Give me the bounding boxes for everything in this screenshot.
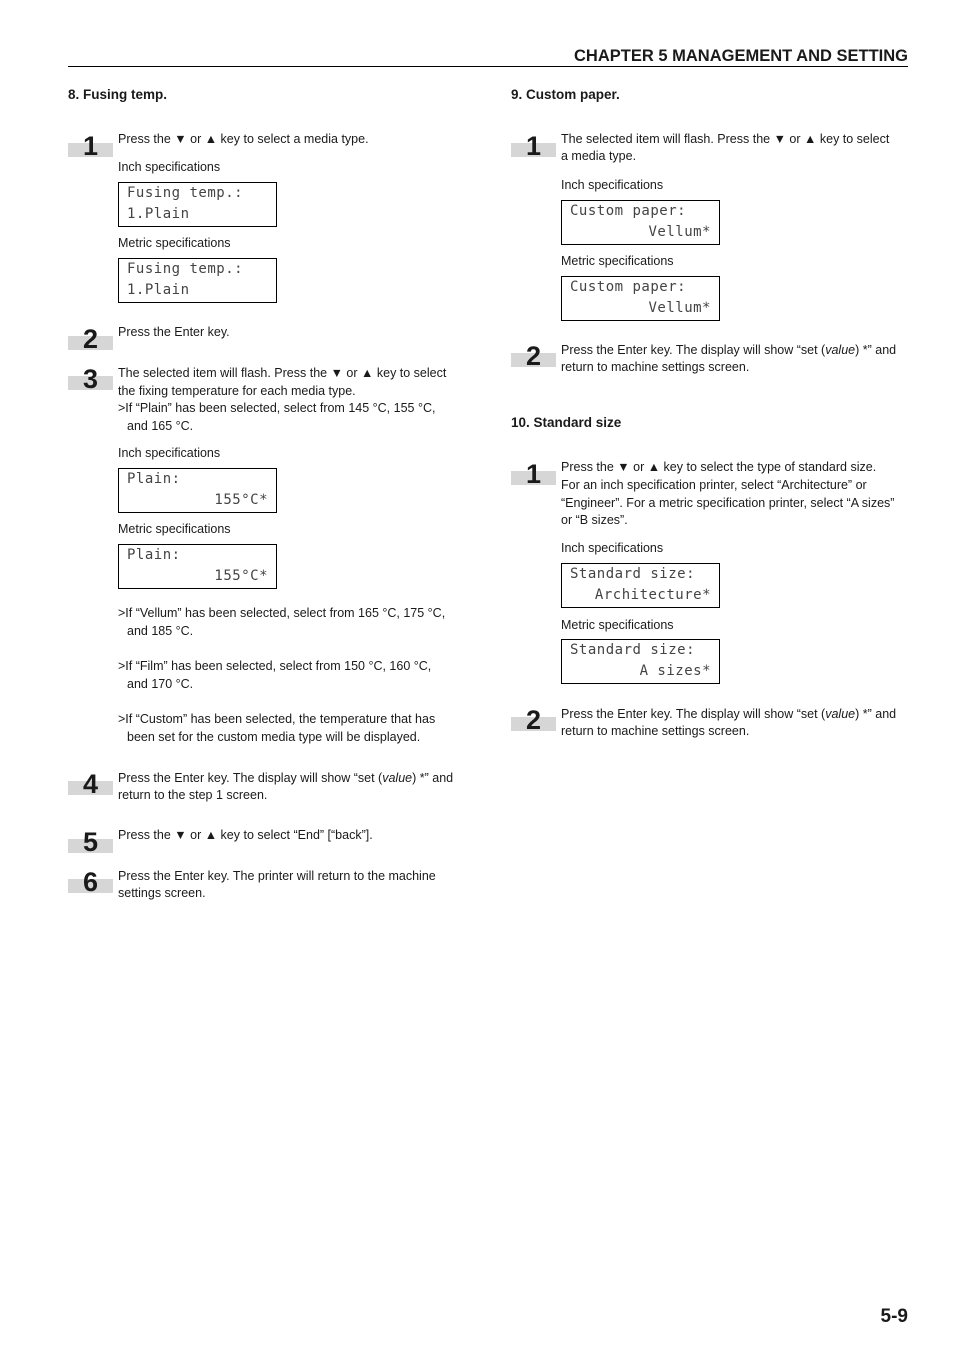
inch-spec-label: Inch specifications — [118, 446, 221, 460]
note-text: been set for the custom media type will be displayed. — [127, 730, 421, 744]
chapter-header: CHAPTER 5 MANAGEMENT AND SETTING — [574, 47, 908, 65]
step-text: For an inch specification printer, select “Architecture” or — [561, 478, 867, 492]
header-rule — [68, 66, 908, 67]
step-number: 2 — [525, 705, 542, 735]
step-text: the fixing temperature for each media type. — [118, 384, 356, 398]
lcd-display — [118, 182, 277, 227]
step-text: Press the Enter key. The display will show “set (value) *” and — [561, 343, 897, 357]
lcd-line2: Vellum* — [648, 300, 711, 316]
step-text: Press the Enter key. The display will show “set (value) *” and — [561, 707, 897, 721]
page-number: 5-9 — [880, 1306, 908, 1327]
metric-spec-label: Metric specifications — [561, 618, 674, 632]
note-text: >If “Film” has been selected, select from 150 °C, 160 °C, — [118, 659, 432, 673]
lcd-display — [561, 639, 720, 684]
note-text: and 170 °C. — [127, 677, 194, 691]
step-text: Press the Enter key. — [118, 325, 230, 339]
lcd-line2: 155°C* — [214, 568, 268, 584]
inch-spec-label: Inch specifications — [561, 178, 664, 192]
step-text: return to machine settings screen. — [561, 724, 750, 738]
lcd-line1: Fusing temp.: — [127, 261, 244, 277]
step-number: 6 — [82, 867, 99, 897]
step-text: Press the ▼ or ▲ key to select a media type. — [118, 132, 369, 146]
lcd-line1: Standard size: — [570, 566, 696, 582]
lcd-line2: Vellum* — [648, 224, 711, 240]
lcd-line2: 1.Plain — [127, 206, 190, 222]
note-text: >If “Vellum” has been selected, select from 165 °C, 175 °C, — [118, 606, 446, 620]
note-text: and 185 °C. — [127, 624, 194, 638]
lcd-line1: Standard size: — [570, 642, 696, 658]
lcd-line2: 155°C* — [214, 492, 268, 508]
lcd-display — [118, 468, 277, 513]
step-number: 5 — [82, 827, 99, 857]
lcd-display — [561, 276, 720, 321]
note-text: and 165 °C. — [127, 419, 194, 433]
lcd-line1: Custom paper: — [570, 279, 687, 295]
inch-spec-label: Inch specifications — [561, 541, 664, 555]
step-text: Press the ▼ or ▲ key to select “End” [“back”]. — [118, 828, 373, 842]
step-text: The selected item will flash. Press the ▼ or ▲ key to select — [118, 366, 447, 380]
step-number: 1 — [525, 459, 542, 489]
lcd-display — [561, 563, 720, 608]
lcd-line2: 1.Plain — [127, 282, 190, 298]
lcd-line2: Architecture* — [594, 587, 711, 603]
step-text: Press the Enter key. The display will show “set (value) *” and — [118, 771, 454, 785]
step-text: return to machine settings screen. — [561, 360, 750, 374]
metric-spec-label: Metric specifications — [118, 236, 231, 250]
step-number: 3 — [82, 364, 99, 394]
step-number: 1 — [525, 131, 542, 161]
lcd-line1: Custom paper: — [570, 203, 687, 219]
inch-spec-label: Inch specifications — [118, 160, 221, 174]
lcd-line1: Plain: — [127, 471, 181, 487]
note-text: >If “Plain” has been selected, select from 145 °C, 155 °C, — [118, 401, 436, 415]
step-number: 2 — [82, 324, 99, 354]
step-text: or “B sizes”. — [561, 513, 628, 527]
step-text: The selected item will flash. Press the ▼ or ▲ key to select — [561, 132, 890, 146]
step-text: a media type. — [561, 149, 637, 163]
lcd-display — [561, 200, 720, 245]
lcd-line1: Plain: — [127, 547, 181, 563]
lcd-display — [118, 258, 277, 303]
metric-spec-label: Metric specifications — [561, 254, 674, 268]
section-title-fusing-temp: 8. Fusing temp. — [68, 87, 168, 102]
lcd-display — [118, 544, 277, 589]
step-number: 4 — [82, 769, 99, 799]
step-text: Press the Enter key. The printer will return to the machine — [118, 869, 436, 883]
step-text: settings screen. — [118, 886, 206, 900]
section-title-custom-paper: 9. Custom paper. — [511, 87, 620, 102]
lcd-line1: Fusing temp.: — [127, 185, 244, 201]
step-text: Press the ▼ or ▲ key to select the type of standard size. — [561, 460, 877, 474]
lcd-line2: A sizes* — [639, 663, 711, 679]
step-number: 1 — [82, 131, 99, 161]
metric-spec-label: Metric specifications — [118, 522, 231, 536]
step-text: “Engineer”. For a metric specification printer, select “A sizes” — [561, 496, 895, 510]
step-text: return to the step 1 screen. — [118, 788, 268, 802]
step-number: 2 — [525, 341, 542, 371]
section-title-standard-size: 10. Standard size — [511, 415, 622, 430]
note-text: >If “Custom” has been selected, the temperature that has — [118, 712, 436, 726]
